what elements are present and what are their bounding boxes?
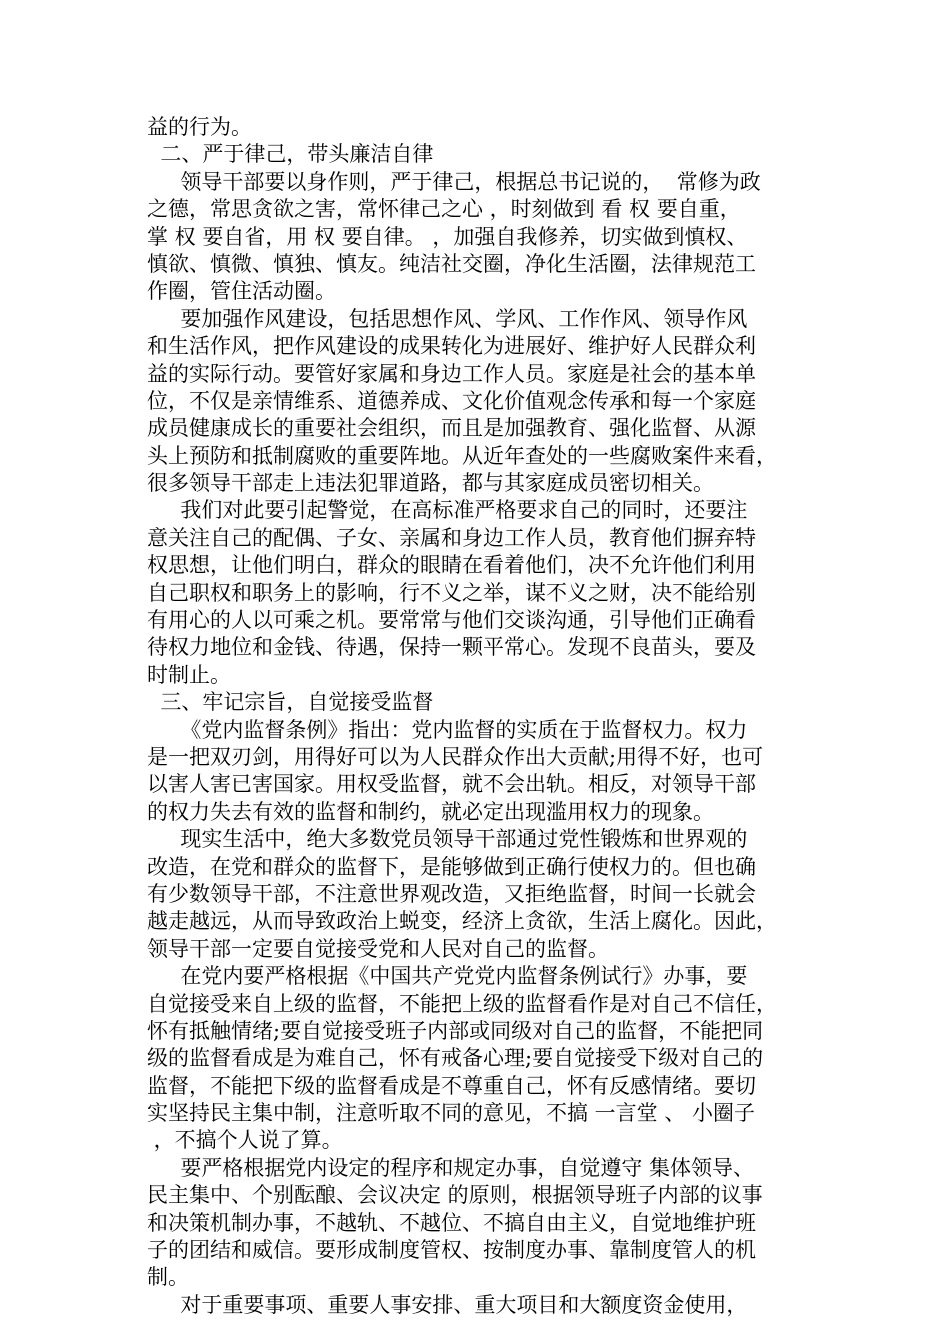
text-line: 级的监督看成是为难自己，怀有戒备心理;要自觉接受下级对自己的 — [147, 1046, 764, 1071]
text-line: 益的实际行动。要管好家属和身边工作人员。家庭是社会的基本单 — [147, 361, 756, 386]
text-line: 现实生活中，绝大多数党员领导干部通过党性锻炼和世界观的 — [147, 827, 748, 852]
text-line: 是一把双刃剑，用得好可以为人民群众作出大贡献;用得不好，也可 — [147, 744, 764, 769]
text-line: 实坚持民主集中制，注意听取不同的意见，不搞 一言堂 、 小圈子 — [147, 1101, 756, 1126]
text-line: 头上预防和抵制腐败的重要阵地。从近年查处的一些腐败案件来看， — [147, 443, 777, 468]
text-line: 和决策机制办事，不越轨、不越位、不搞自由主义，自觉地维护班 — [147, 1210, 756, 1235]
text-line: 领导干部要以身作则，严于律己，根据总书记说的， 常修为政 — [147, 169, 761, 194]
text-line: 慎欲、慎微、慎独、慎友。纯洁社交圈，净化生活圈，法律规范工 — [147, 251, 756, 276]
section-heading: 二、严于律己，带头廉洁自律 — [147, 142, 434, 167]
text-line: 要加强作风建设，包括思想作风、学风、工作作风、领导作风 — [147, 306, 748, 331]
text-line: 子的团结和威信。要形成制度管权、按制度办事、靠制度管人的机 — [147, 1238, 756, 1263]
text-line: 改造，在党和群众的监督下，是能够做到正确行使权力的。但也确 — [147, 854, 756, 879]
text-line: 自己职权和职务上的影响，行不义之举，谋不义之财，决不能给别 — [147, 580, 756, 605]
text-line: 民主集中、个别酝酿、会议决定 的原则，根据领导班子内部的议事 — [147, 1183, 763, 1208]
text-line: 有少数领导干部，不注意世界观改造，又拒绝监督，时间一长就会 — [147, 881, 756, 906]
text-line: 成员健康成长的重要社会组织，而且是加强教育、强化监督、从源 — [147, 416, 756, 441]
text-line: 《党内监督条例》指出：党内监督的实质在于监督权力。权力 — [147, 717, 748, 742]
text-line: 在党内要严格根据《中国共产党党内监督条例试行》办事，要 — [147, 964, 748, 989]
text-line: 很多领导干部走上违法犯罪道路，都与其家庭成员密切相关。 — [147, 471, 714, 496]
text-line: 越走越远，从而导致政治上蜕变，经济上贪欲，生活上腐化。因此， — [147, 909, 777, 934]
text-line: 对于重要事项、重要人事安排、重大项目和大额度资金使用， — [147, 1292, 748, 1317]
text-line: 怀有抵触情绪;要自觉接受班子内部或同级对自己的监督，不能把同 — [147, 1018, 764, 1043]
text-line: 之德，常思贪欲之害，常怀律己之心 ，时刻做到 看 权 要自重， — [147, 197, 741, 222]
text-line: 自觉接受来自上级的监督，不能把上级的监督看作是对自己不信任， — [147, 991, 777, 1016]
text-line: 位，不仅是亲情维系、道德养成、文化价值观念传承和每一个家庭 — [147, 388, 756, 413]
text-line: 监督，不能把下级的监督看成是不尊重自己，怀有反感情绪。要切 — [147, 1073, 756, 1098]
text-line: 益的行为。 — [147, 115, 252, 139]
text-line: 制。 — [147, 1265, 189, 1290]
text-line: 以害人害已害国家。用权受监督，就不会出轨。相反，对领导干部 — [147, 772, 756, 797]
text-line: 权思想，让他们明白，群众的眼睛在看着他们，决不允许他们利用 — [147, 553, 756, 578]
text-line: 有用心的人以可乘之机。要常常与他们交谈沟通，引导他们正确看 — [147, 608, 756, 633]
text-line: 要严格根据党内设定的程序和规定办事，自觉遵守 集体领导、 — [147, 1155, 755, 1180]
text-line: 我们对此要引起警觉，在高标准严格要求自己的同时，还要注 — [147, 498, 748, 523]
text-line: 意关注自己的配偶、子女、亲属和身边工作人员，教育他们摒弃特 — [147, 525, 756, 550]
text-line: ，不搞个人说了算。 — [147, 1128, 343, 1153]
document-body — [147, 114, 817, 1319]
text-line: 待权力地位和金钱、待遇，保持一颗平常心。发现不良苗头，要及 — [147, 635, 756, 660]
text-line: 和生活作风，把作风建设的成果转化为进展好、维护好人民群众利 — [147, 334, 756, 359]
section-heading: 三、牢记宗旨，自觉接受监督 — [147, 690, 434, 715]
text-line: 的权力失去有效的监督和制约，就必定出现滥用权力的现象。 — [147, 799, 714, 824]
text-line: 领导干部一定要自觉接受党和人民对自己的监督。 — [147, 936, 609, 961]
text-line: 作圈，管住活动圈。 — [147, 279, 336, 304]
text-line: 时制止。 — [147, 662, 231, 687]
text-line: 掌 权 要自省，用 权 要自律。 ，加强自我修养，切实做到慎权、 — [147, 224, 748, 249]
